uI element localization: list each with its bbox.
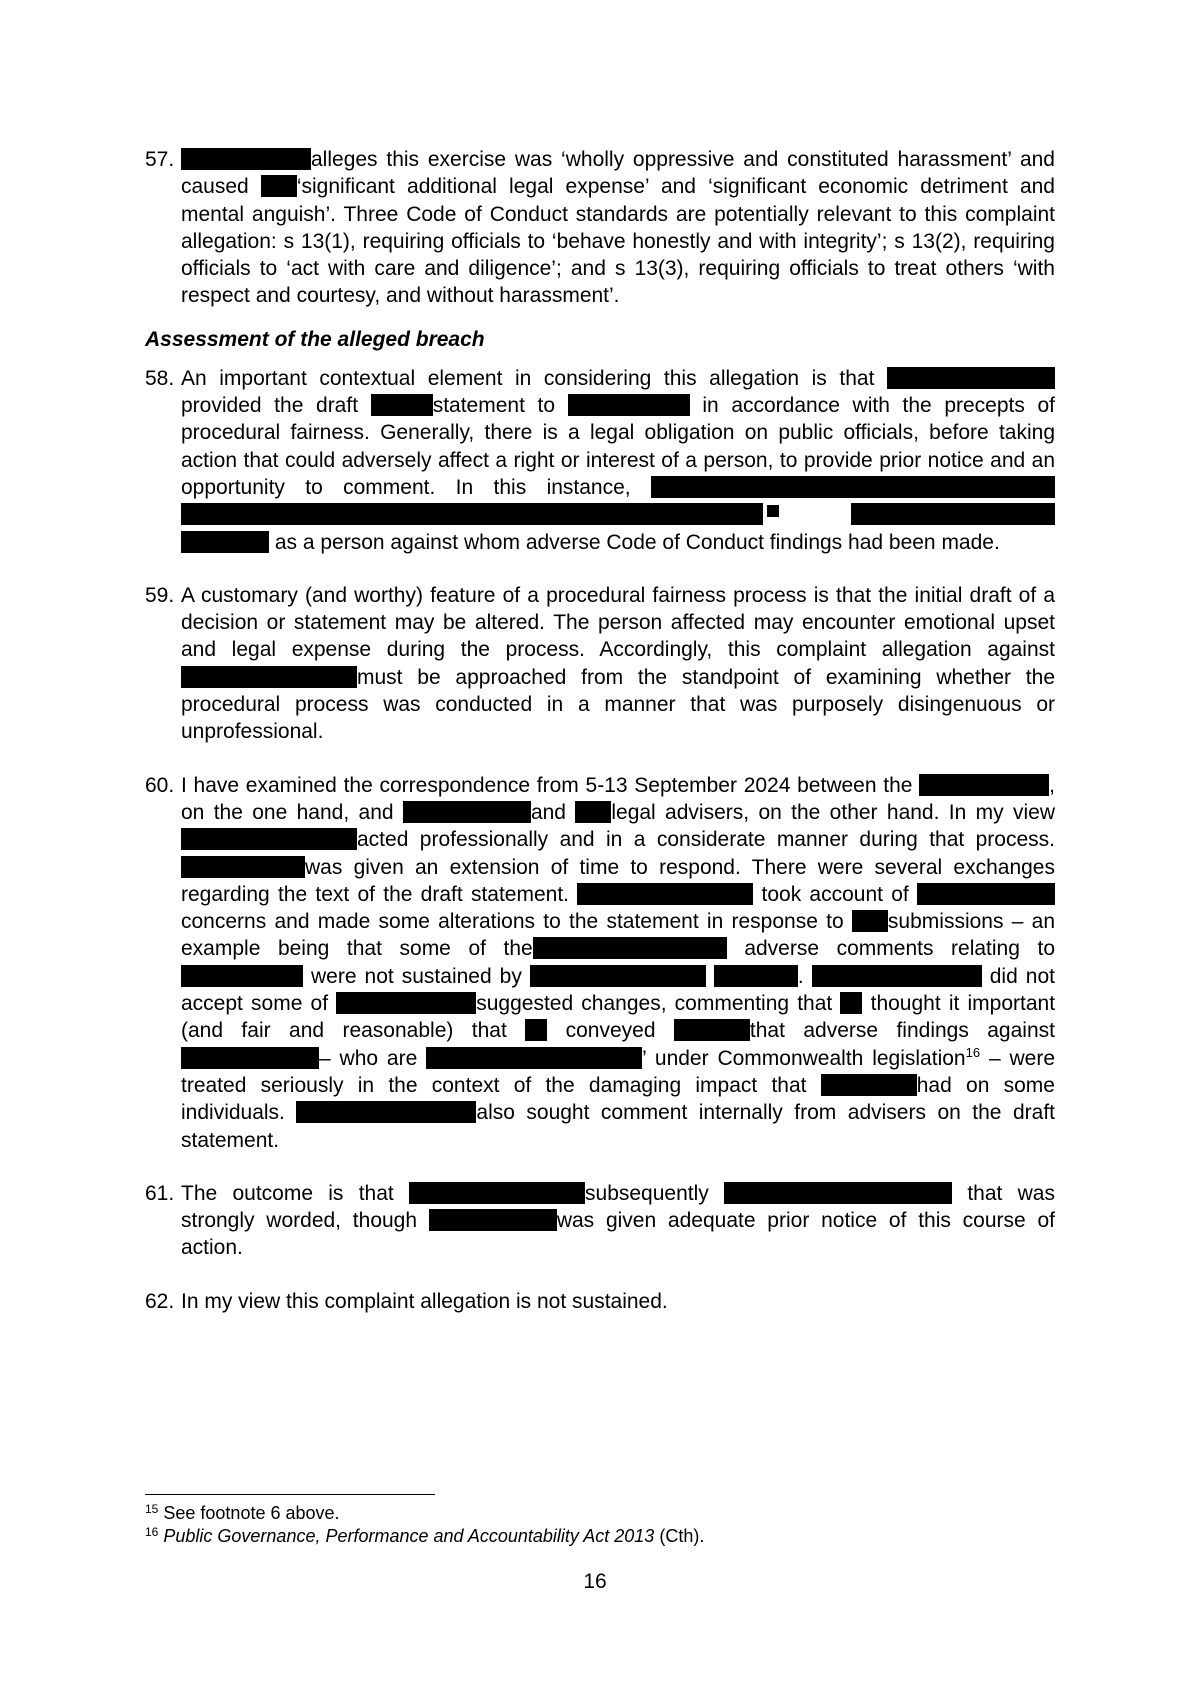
redaction-block	[821, 1074, 917, 1096]
redaction-block	[429, 1209, 557, 1231]
footnote-ref: 16	[965, 1044, 981, 1060]
paragraph-61: 61. The outcome is that subsequently that was strongly worded, though was given adequate prior notice of this course of action.	[145, 1181, 1055, 1260]
paragraph-57: 57. alleges this exercise was ‘wholly oppressive and constituted harassment’ and caused ‘significant additional legal expense’ and ‘significant economic detriment and mental anguish’. Three Code of Conduct standards are potentially relevant to this complaint allegation: s 13(1), requiring officials to ‘behave honestly and with integrity’; s 13(2), requiring officials to ‘act with care and diligence’; and s 13(3), requiring officials to treat others ‘with respect and courtesy, and without harassment’.	[145, 148, 1055, 308]
redaction-block	[181, 965, 303, 987]
redaction-block	[530, 965, 706, 987]
redaction-block	[181, 531, 269, 553]
redaction-block	[261, 175, 297, 197]
redaction-block	[852, 910, 888, 932]
redaction-block	[674, 1019, 750, 1041]
redaction-block	[181, 1047, 319, 1069]
footnote-16: $^{16}$ Public Governance, Performance and Accountability Act 2013 (Cth).	[145, 1525, 705, 1546]
redaction-block	[840, 992, 862, 1014]
redaction-block	[577, 883, 753, 905]
redaction-block	[181, 148, 311, 170]
redaction-block	[336, 992, 476, 1014]
redaction-block	[887, 367, 1055, 389]
redaction-block	[181, 666, 357, 688]
page-number: 16	[583, 1570, 607, 1593]
redaction-block	[575, 801, 611, 823]
paragraph-number: 61.	[145, 1181, 175, 1205]
redaction-block	[403, 801, 531, 823]
paragraph-59: 59. A customary (and worthy) feature of a procedural fairness process is that the initial draft of a decision or statement may be altered. The person affected may encounter emotional upset and legal expense during the process. Accordingly, this complaint allegation against must be approached from the standpoint of examining whether the procedural process was conducted in a manner that was purposely disingenuous or unprofessional.	[145, 583, 1055, 744]
redaction-block	[724, 1182, 952, 1204]
redaction-block	[812, 965, 982, 987]
redaction-block	[917, 883, 1055, 905]
redaction-block	[181, 828, 357, 850]
redaction-block	[714, 965, 798, 987]
redaction-block	[181, 856, 305, 878]
redaction-block	[919, 774, 1049, 796]
redaction-block	[851, 503, 1055, 525]
paragraph-62: 62. In my view this complaint allegation is not sustained.	[145, 1288, 1055, 1315]
paragraph-number: 62.	[145, 1289, 175, 1313]
redaction-block	[651, 476, 1055, 498]
redaction-block	[409, 1182, 585, 1204]
redaction-block	[525, 1019, 547, 1041]
redaction-block	[426, 1047, 642, 1069]
redaction-block	[767, 505, 779, 517]
redaction-block	[568, 394, 690, 416]
paragraph-58: 58. An important contextual element in considering this allegation is that provided the draft statement to in accordance with the precepts of procedural fairness. Generally, there is a legal obligation on public officials, before taking action that could adversely affect a right or interest of a person, to provide prior notice and an opportunity to comment. In this instance, as a person against whom adverse Code of Conduct findings had been made.	[145, 366, 1056, 554]
paragraph-number: 57.	[145, 148, 175, 171]
redaction-block	[296, 1101, 476, 1123]
document-body	[145, 146, 1055, 1315]
footnote-15: $^{15}$ See footnote 6 above.	[145, 1502, 340, 1523]
paragraph-60: 60. I have examined the correspondence from 5-13 September 2024 between the , on the one hand, and and legal advisers, on the other hand. In my view acted professionally and in a considerate manner during that process. was given an extension of time to respond. There were several exchanges regarding the text of the draft statement. took account of concerns and made some alterations to the statement in response to submissions – an example being that some of the adverse comments relating to were not sustained by . did not accept some of suggested changes, commenting that thought it important (and fair and reasonable) that conveyed that adverse findings against – who are ’ under Commonwealth legislation$^{16}$ – were treated seriously in the context of the damaging impact that had on some individuals. also sought comment internally from advisers on the draft statement.	[145, 773, 1056, 1152]
redaction-block	[533, 937, 727, 959]
paragraph-number: 58.	[145, 366, 175, 390]
paragraph-number: 60.	[145, 773, 175, 797]
redaction-block	[371, 394, 433, 416]
redaction-block	[181, 503, 763, 525]
footnote-separator	[145, 1494, 435, 1495]
paragraph-number: 59.	[145, 583, 175, 607]
section-heading: Assessment of the alleged breach	[145, 327, 485, 351]
